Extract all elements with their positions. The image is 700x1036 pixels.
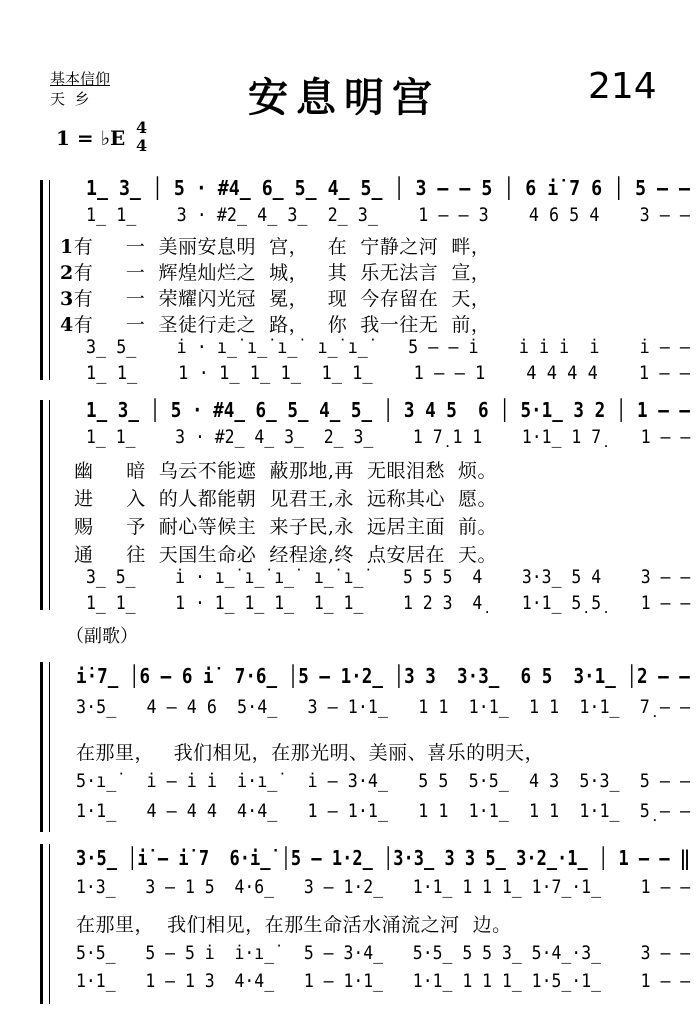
hymn-number: 214 — [588, 66, 657, 107]
bass-line-3: 1·1̲ 4 — 4 4 4·4̲ 1 — 1·1̲ 1 1 1·1̲ 1 1 1·1̲ 5̣ — — — [76, 800, 691, 822]
category-label: 基本信仰 — [50, 70, 111, 88]
verse-number: 2 — [60, 262, 74, 284]
verse-2-line-1 — [60, 258, 490, 285]
time-signature-top: 4 — [136, 118, 148, 137]
chorus-lyrics-2: 在那里， 我们相见，在那生命活水涌流之河 边。 — [76, 914, 512, 936]
system-brace-3 — [40, 662, 51, 832]
verse-4-line-2: 通 往 天国生命必 经程途,终 点安居在 天。 — [74, 544, 498, 566]
verse-text: 有 一 辉煌灿烂之 城， 其 乐无法言 宣， — [73, 262, 491, 284]
alto-line-4: 1·3̲ 3 — 1 5 4·6̲ 3 — 1·2̲ 1·1̲ 1 1 1̲ 1·7̲·1̲ 1 — — — [76, 876, 691, 898]
verse-text: 有 一 美丽安息明 宫， 在 宁静之河 畔， — [73, 236, 491, 258]
verse-4-line-1 — [60, 310, 490, 337]
system-brace-4 — [40, 844, 51, 1004]
verse-number: 4 — [60, 314, 74, 336]
soprano-line-3: i̇·7̲ │6 — 6 i̇ 7·6̲ │5 — 1·2̲ │3 3 3·3̲ 6 5 3·1̲ │2 — — — [76, 664, 690, 688]
bass-line-4: 1·1̲ 1 — 1 3 4·4̲ 1 — 1·1̲ 1·1̲ 1 1 1̲ 1·5̲·1̲ 1 — — — [76, 970, 691, 992]
tenor-line-2: 3̲ 5̲ i̇ · i̲̇ i̲̇ i̲̇ i̲̇ i̲̇ 5 5 5 4 3·3̲ 5 4 3 — — — [86, 566, 691, 588]
section-label: 天 乡 — [50, 90, 90, 108]
system-brace-2 — [40, 400, 51, 610]
tenor-line-4: 5·5̲ 5 — 5 i̇ i̇·i̲̇ 5 — 3·4̲ 5·5̲ 5 5 3̲ 5·4̲·3̲ 3 — — — [76, 942, 691, 964]
bass-line-1: 1̲ 1̲ 1 · 1̲ 1̲ 1̲ 1̲ 1̲ 1 — — 1 4 4 4 4 1 — — — [86, 362, 691, 384]
bass-line-2: 1̲ 1̲ 1 · 1̲ 1̲ 1̲ 1̲ 1̲ 1 2 3 4̣ 1·1̲ 5̣ 5̣ 1 — — — [86, 592, 691, 614]
verse-3-line-2: 赐 予 耐心等候主 来子民,永 远居主面 前。 — [74, 516, 498, 538]
soprano-line-4: 3·5̲ │i̇ — i̇ 7 6·i̲̇ │5 — 1·2̲ │3·3̲ 3 3 5̲ 3·2̲·1̲ │ 1 — — ‖ — [76, 846, 691, 870]
verse-1-line-2: 幽 暗 乌云不能遮 蔽那地,再 无眼泪愁 烦。 — [74, 460, 498, 482]
chorus-label: （副歌） — [66, 626, 138, 647]
tenor-line-3: 5·i̲̇ i̇ — i̇ i̇ i̇·i̲̇ i̇ — 3·4̲ 5 5 5·5̲ 4 3 5·3̲ 5 — — — [76, 770, 691, 792]
verse-3-line-1 — [60, 284, 490, 311]
alto-line-3: 3·5̲ 4 — 4 6 5·4̲ 3 — 1·1̲ 1 1 1·1̲ 1 1 1·1̲ 7̣ — — — [76, 696, 691, 718]
verse-number: 3 — [60, 288, 74, 310]
verse-1-line-1 — [60, 232, 490, 259]
system-brace-1 — [40, 180, 51, 380]
hymn-title: 安息明宫 — [248, 75, 440, 121]
verse-text: 有 一 圣徒行走之 路， 你 我一往无 前， — [73, 314, 491, 336]
chorus-lyrics-1: 在那里， 我们相见，在那光明、美丽、喜乐的明天， — [76, 742, 545, 764]
alto-line-1: 1̲ 1̲ 3 · #2̲ 4̲ 3̲ 2̲ 3̲ 1 — — 3 4 6 5 4 3 — — — [86, 204, 690, 226]
verse-number: 1 — [60, 236, 74, 258]
key-signature: 1 = ♭E — [56, 126, 126, 150]
soprano-line-1: 1̲ 3̲ │ 5 · #4̲ 6̲ 5̲ 4̲ 5̲ │ 3 — — 5 │ 6 i̇ 7 6 │ 5 — — — [86, 176, 690, 200]
soprano-line-2: 1̲ 3̲ │ 5 · #4̲ 6̲ 5̲ 4̲ 5̲ │ 3 4 5 6 │ 5·1̲ 3 2 │ 1 — — — [86, 398, 690, 422]
time-signature-bottom: 4 — [136, 136, 148, 155]
verse-text: 有 一 荣耀闪光冠 冕， 现 今存留在 天， — [73, 288, 491, 310]
tenor-line-1: 3̲ 5̲ i̇ · i̲̇ i̲̇ i̲̇ i̲̇ i̲̇ 5 — — i̇ i̇ i̇ i̇ i̇ i̇ — — — [86, 336, 690, 358]
verse-2-line-2: 进 入 的人都能朝 见君王,永 远称其心 愿。 — [74, 488, 498, 510]
alto-line-2: 1̲ 1̲ 3 · #2̲ 4̲ 3̲ 2̲ 3̲ 1 7̣ 1 1 1·1̲ 1 7̣ 1 — — — [86, 426, 691, 448]
